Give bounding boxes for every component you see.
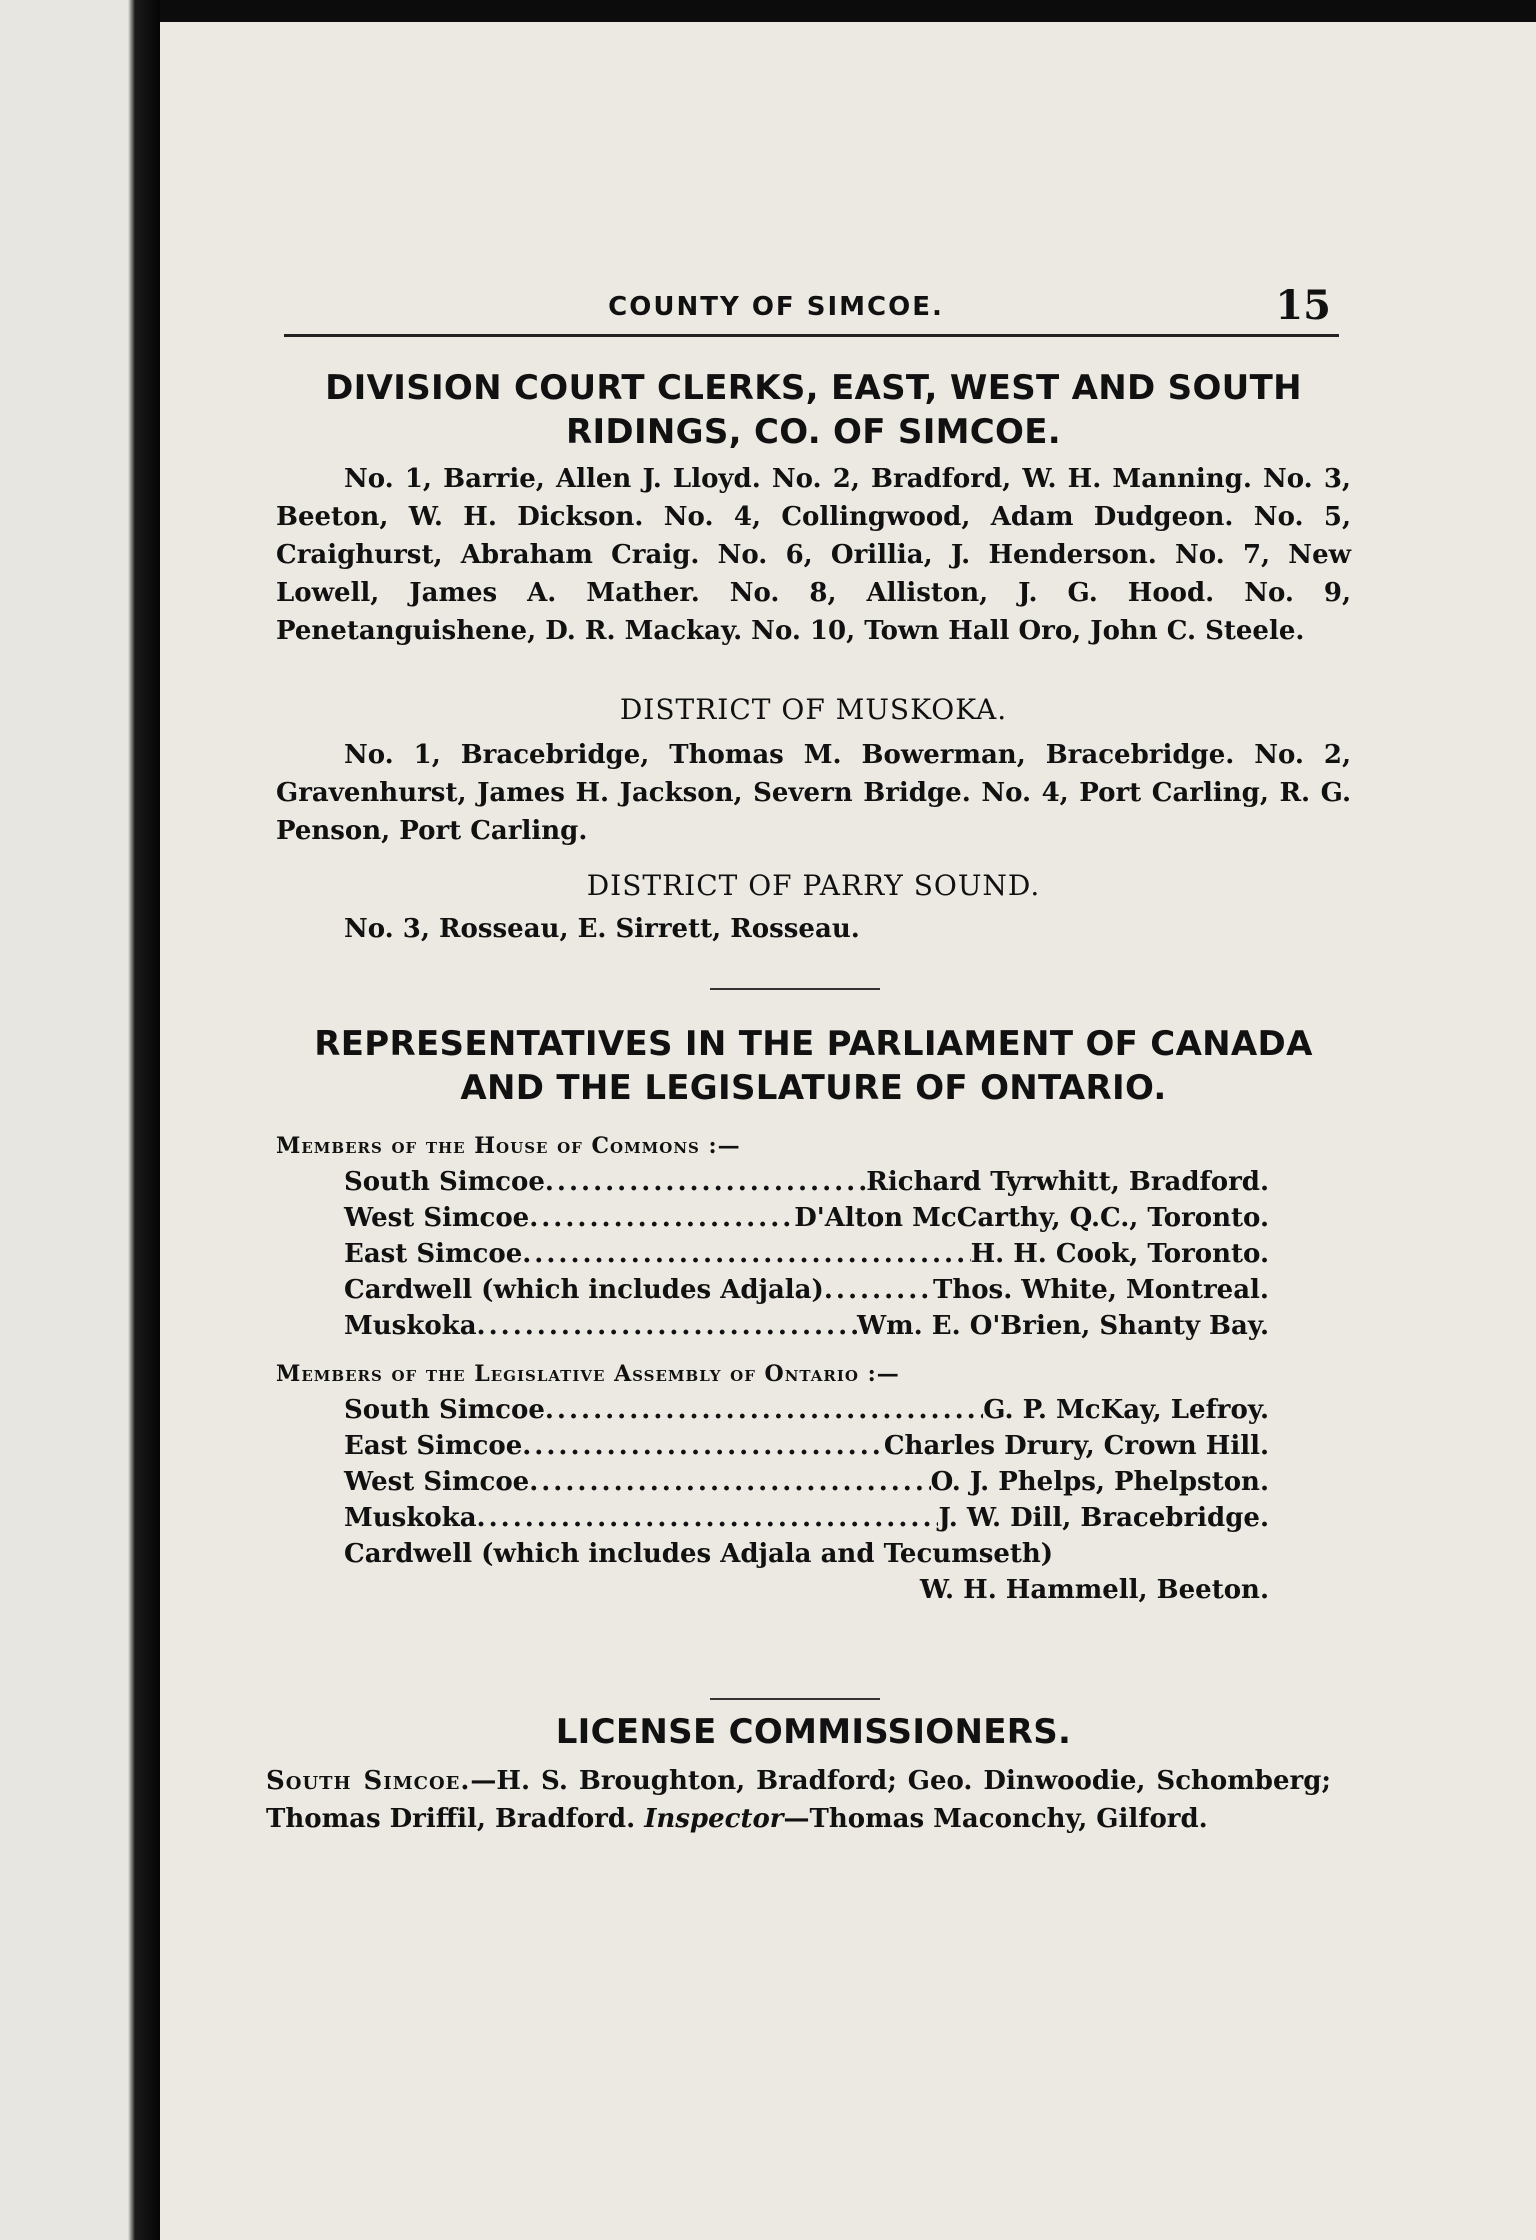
commons-entry <box>344 1200 1269 1236</box>
riding-name: South Simcoe <box>344 1167 545 1197</box>
commons-entry <box>344 1272 1269 1308</box>
riding-name: East Simcoe <box>344 1431 523 1461</box>
commons-entry <box>344 1236 1269 1272</box>
division-courts-heading-line1: DIVISION COURT CLERKS, EAST, WEST AND SOUTH <box>325 368 1302 408</box>
muskoka-section <box>276 690 1351 850</box>
assembly-label: Members of the Legislative Assembly of Ontario :— <box>276 1361 900 1387</box>
division-courts-heading-line2: RIDINGS, CO. OF SIMCOE. <box>565 412 1061 452</box>
member-name: O. J. Phelps, Phelpston. <box>930 1467 1269 1497</box>
parry-sound-heading: DISTRICT OF PARRY SOUND. <box>586 869 1041 902</box>
leader-dots <box>529 1464 930 1500</box>
division-courts-text: No. 1, Barrie, Allen J. Lloyd. No. 2, Bradford, W. H. Manning. No. 3, Beeton, W. H. Dickson. No. 4, Collingwood, Adam Dudgeon. No. 5, Craighurst, Abraham Craig. No. 6, Orillia, J. Henderson. No. 7, New Lowell, James A. Mather. No. 8, Alliston, J. G. Hood. No. 9, Penetanguishene, D. R. Mackay. No. 10, Town Hall Oro, John C. Steele. <box>276 464 1351 646</box>
running-head <box>276 282 1351 329</box>
muskoka-heading: DISTRICT OF MUSKOKA. <box>619 693 1008 726</box>
leader-dots <box>477 1500 939 1536</box>
assembly-entry <box>344 1428 1269 1464</box>
member-name: Thos. White, Montreal. <box>932 1275 1269 1305</box>
muskoka-text: No. 1, Bracebridge, Thomas M. Bowerman, Bracebridge. No. 2, Gravenhurst, James H. Jackson, Severn Bridge. No. 4, Port Carling, R. G. Penson, Port Carling. <box>276 740 1351 846</box>
license-heading: LICENSE COMMISSIONERS. <box>555 1712 1072 1752</box>
division-courts-paragraph <box>276 460 1351 650</box>
book-spine-edge <box>0 0 160 2240</box>
leader-dots <box>529 1200 794 1236</box>
riding-name: East Simcoe <box>344 1239 523 1269</box>
leader-dots <box>545 1164 866 1200</box>
cardwell-riding: Cardwell (which includes Adjala and Tecumseth) <box>344 1539 1054 1569</box>
riding-name: West Simcoe <box>344 1467 530 1497</box>
parry-sound-text: No. 3, Rosseau, E. Sirrett, Rosseau. <box>344 914 860 944</box>
commons-list <box>276 1164 1351 1344</box>
license-paragraph <box>266 1762 1331 1838</box>
division-courts-section <box>276 366 1351 650</box>
parry-sound-section <box>276 866 1351 948</box>
leader-dots <box>824 1272 933 1308</box>
riding-name: Cardwell (which includes Adjala) <box>344 1275 824 1305</box>
assembly-entry <box>344 1392 1269 1428</box>
leader-dots <box>522 1236 970 1272</box>
commons-label: Members of the House of Commons :— <box>276 1133 741 1159</box>
riding-name: Muskoka <box>344 1503 477 1533</box>
member-name: H. H. Cook, Toronto. <box>970 1239 1269 1269</box>
riding-name: South Simcoe <box>344 1395 545 1425</box>
section-divider <box>710 988 880 990</box>
leader-dots <box>545 1392 983 1428</box>
license-county: South Simcoe. <box>266 1766 471 1796</box>
header-rule <box>284 334 1339 337</box>
leader-dots <box>477 1308 857 1344</box>
assembly-entry <box>344 1500 1269 1536</box>
member-name: G. P. McKay, Lefroy. <box>983 1395 1269 1425</box>
member-name: Wm. E. O'Brien, Shanty Bay. <box>856 1311 1269 1341</box>
inspector-name: —Thomas Maconchy, Gilford. <box>783 1804 1208 1834</box>
muskoka-paragraph <box>276 736 1351 850</box>
section-divider <box>710 1698 880 1700</box>
inspector-label: Inspector <box>644 1804 784 1834</box>
license-text: —H. S. Broughton, Bradford; Geo. Dinwoodie, Schomberg; Thomas Driffil, Bradford. <box>266 1766 1331 1834</box>
parry-sound-paragraph <box>276 910 1351 948</box>
leader-dots <box>522 1428 884 1464</box>
running-head-title: COUNTY OF SIMCOE. <box>608 292 944 322</box>
license-section <box>266 1710 1351 1838</box>
commons-entry <box>344 1308 1269 1344</box>
representatives-heading-line2: AND THE LEGISLATURE OF ONTARIO. <box>460 1068 1167 1108</box>
commons-entry <box>344 1164 1269 1200</box>
representatives-heading-line1: REPRESENTATIVES IN THE PARLIAMENT OF CANADA <box>314 1024 1313 1064</box>
riding-name: West Simcoe <box>344 1203 530 1233</box>
page-number: 15 <box>1275 282 1331 329</box>
cardwell-member: W. H. Hammell, Beeton. <box>919 1575 1269 1605</box>
assembly-entry <box>344 1464 1269 1500</box>
riding-name: Muskoka <box>344 1311 477 1341</box>
member-name: D'Alton McCarthy, Q.C., Toronto. <box>794 1203 1269 1233</box>
member-name: Charles Drury, Crown Hill. <box>883 1431 1269 1461</box>
member-name: J. W. Dill, Bracebridge. <box>938 1503 1269 1533</box>
representatives-section <box>276 1022 1351 1608</box>
member-name: Richard Tyrwhitt, Bradford. <box>866 1167 1269 1197</box>
assembly-list <box>276 1392 1351 1608</box>
